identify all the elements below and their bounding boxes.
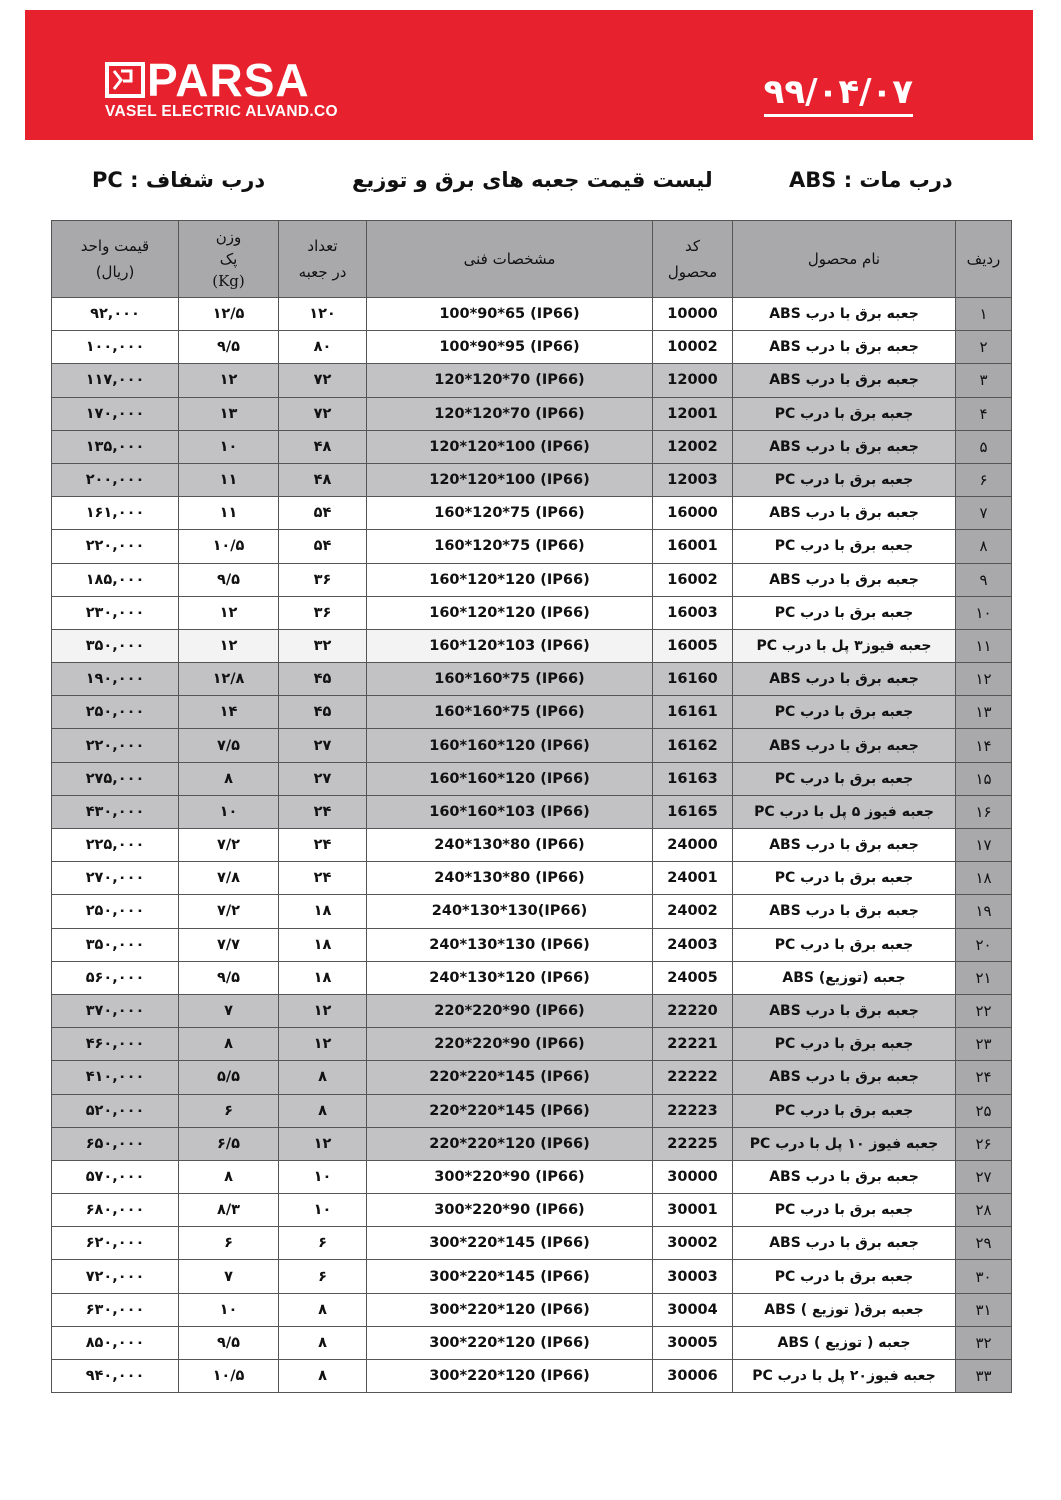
unit-price-cell: ۵۲۰,۰۰۰: [52, 1094, 179, 1127]
product-name-cell: جعبه برق با درب PC: [733, 397, 956, 430]
tech-spec-cell: 220*220*120 (IP66): [367, 1127, 653, 1160]
tech-spec-cell: 300*220*120 (IP66): [367, 1326, 653, 1359]
table-row: [52, 1326, 1012, 1359]
header-banner: [25, 10, 1033, 140]
product-name-cell: جعبه برق با درب PC: [733, 463, 956, 496]
tech-spec-cell: 300*220*145 (IP66): [367, 1260, 653, 1293]
row-number-cell: ۱۲: [956, 663, 1012, 696]
product-code-cell: 22223: [653, 1094, 733, 1127]
table-header-row: [52, 221, 1012, 298]
row-number-cell: ۲۰: [956, 928, 1012, 961]
box-count-cell: ۶: [279, 1260, 367, 1293]
product-code-cell: 12001: [653, 397, 733, 430]
box-count-cell: ۲۴: [279, 829, 367, 862]
tech-spec-cell: 240*130*130(IP66): [367, 895, 653, 928]
tech-spec-cell: 120*120*70 (IP66): [367, 364, 653, 397]
table-row: [52, 497, 1012, 530]
company-logo: [105, 54, 338, 121]
col-header-unit-price: قیمت واحد (ریال): [52, 221, 179, 298]
product-code-cell: 22220: [653, 994, 733, 1027]
unit-price-cell: ۱۹۰,۰۰۰: [52, 663, 179, 696]
row-number-cell: ۱۵: [956, 762, 1012, 795]
pack-weight-cell: ۹/۵: [179, 563, 279, 596]
pack-weight-cell: ۷/۸: [179, 862, 279, 895]
door-transparent-label: درب شفاف : PC: [92, 168, 266, 192]
table-row: [52, 1360, 1012, 1393]
product-name-cell: جعبه برق با درب PC: [733, 1094, 956, 1127]
box-count-cell: ۴۵: [279, 663, 367, 696]
row-number-cell: ۲۶: [956, 1127, 1012, 1160]
box-count-cell: ۴۸: [279, 430, 367, 463]
col-header-row-number: ردیف: [956, 221, 1012, 298]
unit-price-cell: ۶۵۰,۰۰۰: [52, 1127, 179, 1160]
pack-weight-cell: ۱۰: [179, 1293, 279, 1326]
product-code-cell: 22222: [653, 1061, 733, 1094]
row-number-cell: ۳: [956, 364, 1012, 397]
row-number-cell: ۲۲: [956, 994, 1012, 1027]
row-number-cell: ۷: [956, 497, 1012, 530]
table-row: [52, 928, 1012, 961]
product-code-cell: 22225: [653, 1127, 733, 1160]
row-number-cell: ۱۰: [956, 596, 1012, 629]
product-code-cell: 16160: [653, 663, 733, 696]
product-code-cell: 12000: [653, 364, 733, 397]
box-count-cell: ۱۰: [279, 1160, 367, 1193]
row-number-cell: ۳۲: [956, 1326, 1012, 1359]
tech-spec-cell: 300*220*145 (IP66): [367, 1227, 653, 1260]
unit-price-cell: ۲۳۰,۰۰۰: [52, 596, 179, 629]
box-count-cell: ۸: [279, 1061, 367, 1094]
pack-weight-cell: ۹/۵: [179, 961, 279, 994]
pack-weight-cell: ۱۰/۵: [179, 1360, 279, 1393]
pack-weight-cell: ۸: [179, 762, 279, 795]
product-code-cell: 10002: [653, 331, 733, 364]
product-code-cell: 30006: [653, 1360, 733, 1393]
table-row: [52, 331, 1012, 364]
table-row: [52, 1028, 1012, 1061]
row-number-cell: ۱۸: [956, 862, 1012, 895]
pack-weight-cell: ۷: [179, 1260, 279, 1293]
pack-weight-cell: ۷/۷: [179, 928, 279, 961]
row-number-cell: ۲۱: [956, 961, 1012, 994]
row-number-cell: ۲۷: [956, 1160, 1012, 1193]
box-count-cell: ۳۶: [279, 596, 367, 629]
table-row: [52, 829, 1012, 862]
unit-price-cell: ۳۵۰,۰۰۰: [52, 928, 179, 961]
pack-weight-cell: ۱۰: [179, 430, 279, 463]
pack-weight-cell: ۱۲/۸: [179, 663, 279, 696]
product-name-cell: جعبه فیوز۲۰ پل با درب PC: [733, 1360, 956, 1393]
unit-price-cell: ۳۷۰,۰۰۰: [52, 994, 179, 1027]
row-number-cell: ۸: [956, 530, 1012, 563]
tech-spec-cell: 300*220*120 (IP66): [367, 1360, 653, 1393]
product-name-cell: جعبه ( توزیع ) ABS: [733, 1326, 956, 1359]
pack-weight-cell: ۶: [179, 1227, 279, 1260]
box-count-cell: ۱۸: [279, 928, 367, 961]
product-name-cell: جعبه فیوز۳ پل با درب PC: [733, 629, 956, 662]
tech-spec-cell: 240*130*120 (IP66): [367, 961, 653, 994]
col-header-weight: وزن پک (Kg): [179, 221, 279, 298]
row-number-cell: ۱۳: [956, 696, 1012, 729]
product-code-cell: 16000: [653, 497, 733, 530]
table-row: [52, 364, 1012, 397]
product-code-cell: 24003: [653, 928, 733, 961]
table-row: [52, 596, 1012, 629]
product-name-cell: جعبه برق با درب PC: [733, 1260, 956, 1293]
tech-spec-cell: 160*120*75 (IP66): [367, 530, 653, 563]
pack-weight-cell: ۱۲/۵: [179, 298, 279, 331]
tech-spec-cell: 160*120*120 (IP66): [367, 563, 653, 596]
table-row: [52, 696, 1012, 729]
product-name-cell: جعبه برق با درب PC: [733, 530, 956, 563]
table-row: [52, 563, 1012, 596]
table-row: [52, 862, 1012, 895]
pack-weight-cell: ۹/۵: [179, 331, 279, 364]
box-count-cell: ۱۲۰: [279, 298, 367, 331]
product-name-cell: جعبه برق با درب ABS: [733, 364, 956, 397]
unit-price-cell: ۱۳۵,۰۰۰: [52, 430, 179, 463]
row-number-cell: ۶: [956, 463, 1012, 496]
box-count-cell: ۵۴: [279, 530, 367, 563]
tech-spec-cell: 220*220*90 (IP66): [367, 1028, 653, 1061]
box-count-cell: ۴۸: [279, 463, 367, 496]
row-number-cell: ۲۹: [956, 1227, 1012, 1260]
unit-price-cell: ۳۵۰,۰۰۰: [52, 629, 179, 662]
tech-spec-cell: 160*120*75 (IP66): [367, 497, 653, 530]
tech-spec-cell: 220*220*145 (IP66): [367, 1094, 653, 1127]
product-code-cell: 12002: [653, 430, 733, 463]
tech-spec-cell: 240*130*130 (IP66): [367, 928, 653, 961]
product-name-cell: جعبه برق با درب ABS: [733, 663, 956, 696]
row-number-cell: ۹: [956, 563, 1012, 596]
product-name-cell: جعبه برق با درب ABS: [733, 563, 956, 596]
row-number-cell: ۳۳: [956, 1360, 1012, 1393]
table-row: [52, 663, 1012, 696]
row-number-cell: ۴: [956, 397, 1012, 430]
unit-price-cell: ۲۷۵,۰۰۰: [52, 762, 179, 795]
product-code-cell: 30002: [653, 1227, 733, 1260]
tech-spec-cell: 220*220*145 (IP66): [367, 1061, 653, 1094]
tech-spec-cell: 240*130*80 (IP66): [367, 862, 653, 895]
table-row: [52, 762, 1012, 795]
product-code-cell: 16002: [653, 563, 733, 596]
box-count-cell: ۱۲: [279, 994, 367, 1027]
pack-weight-cell: ۶/۵: [179, 1127, 279, 1160]
product-code-cell: 10000: [653, 298, 733, 331]
product-code-cell: 30005: [653, 1326, 733, 1359]
table-row: [52, 961, 1012, 994]
product-name-cell: جعبه (توزیع) ABS: [733, 961, 956, 994]
unit-price-cell: ۷۲۰,۰۰۰: [52, 1260, 179, 1293]
product-code-cell: 16163: [653, 762, 733, 795]
table-row: [52, 729, 1012, 762]
tech-spec-cell: 100*90*95 (IP66): [367, 331, 653, 364]
pack-weight-cell: ۱۴: [179, 696, 279, 729]
product-code-cell: 24001: [653, 862, 733, 895]
unit-price-cell: ۵۶۰,۰۰۰: [52, 961, 179, 994]
door-matte-label: درب مات : ABS: [789, 168, 953, 192]
product-code-cell: 24005: [653, 961, 733, 994]
product-name-cell: جعبه برق با درب PC: [733, 928, 956, 961]
unit-price-cell: ۹۴۰,۰۰۰: [52, 1360, 179, 1393]
product-code-cell: 16005: [653, 629, 733, 662]
table-row: [52, 298, 1012, 331]
product-code-cell: 16165: [653, 795, 733, 828]
product-code-cell: 24000: [653, 829, 733, 862]
box-count-cell: ۱۲: [279, 1127, 367, 1160]
pack-weight-cell: ۱۲: [179, 364, 279, 397]
unit-price-cell: ۱۱۷,۰۰۰: [52, 364, 179, 397]
product-code-cell: 24002: [653, 895, 733, 928]
tech-spec-cell: 160*160*120 (IP66): [367, 729, 653, 762]
table-row: [52, 1293, 1012, 1326]
tech-spec-cell: 160*160*120 (IP66): [367, 762, 653, 795]
table-row: [52, 1094, 1012, 1127]
product-name-cell: جعبه برق با درب PC: [733, 696, 956, 729]
unit-price-cell: ۲۵۰,۰۰۰: [52, 696, 179, 729]
pack-weight-cell: ۶: [179, 1094, 279, 1127]
product-code-cell: 30001: [653, 1194, 733, 1227]
tech-spec-cell: 160*160*75 (IP66): [367, 663, 653, 696]
product-code-cell: 16161: [653, 696, 733, 729]
table-row: [52, 1160, 1012, 1193]
row-number-cell: ۲۳: [956, 1028, 1012, 1061]
box-count-cell: ۴۵: [279, 696, 367, 729]
unit-price-cell: ۲۲۰,۰۰۰: [52, 530, 179, 563]
product-code-cell: 30000: [653, 1160, 733, 1193]
table-row: [52, 1260, 1012, 1293]
box-count-cell: ۸۰: [279, 331, 367, 364]
product-name-cell: جعبه برق با درب ABS: [733, 829, 956, 862]
product-name-cell: جعبه برق با درب PC: [733, 862, 956, 895]
pack-weight-cell: ۸/۳: [179, 1194, 279, 1227]
row-number-cell: ۱: [956, 298, 1012, 331]
tech-spec-cell: 100*90*65 (IP66): [367, 298, 653, 331]
unit-price-cell: ۲۲۰,۰۰۰: [52, 729, 179, 762]
table-row: [52, 895, 1012, 928]
box-count-cell: ۸: [279, 1094, 367, 1127]
tech-spec-cell: 160*160*103 (IP66): [367, 795, 653, 828]
unit-price-cell: ۶۸۰,۰۰۰: [52, 1194, 179, 1227]
parsa-logo-icon: [105, 62, 145, 98]
table-row: [52, 530, 1012, 563]
unit-price-cell: ۸۵۰,۰۰۰: [52, 1326, 179, 1359]
unit-price-cell: ۲۵۰,۰۰۰: [52, 895, 179, 928]
row-number-cell: ۲۸: [956, 1194, 1012, 1227]
unit-price-cell: ۲۰۰,۰۰۰: [52, 463, 179, 496]
pack-weight-cell: ۷/۲: [179, 829, 279, 862]
unit-price-cell: ۶۳۰,۰۰۰: [52, 1293, 179, 1326]
box-count-cell: ۲۷: [279, 729, 367, 762]
product-name-cell: جعبه برق با درب ABS: [733, 994, 956, 1027]
box-count-cell: ۸: [279, 1360, 367, 1393]
product-code-cell: 16003: [653, 596, 733, 629]
col-header-count: تعداد در جعبه: [279, 221, 367, 298]
product-name-cell: جعبه برق با درب ABS: [733, 1227, 956, 1260]
table-row: [52, 1227, 1012, 1260]
company-name: VASEL ELECTRIC ALVAND.CO: [105, 103, 338, 120]
tech-spec-cell: 120*120*70 (IP66): [367, 397, 653, 430]
box-count-cell: ۷۲: [279, 397, 367, 430]
tech-spec-cell: 120*120*100 (IP66): [367, 463, 653, 496]
tech-spec-cell: 160*120*120 (IP66): [367, 596, 653, 629]
pack-weight-cell: ۱۰/۵: [179, 530, 279, 563]
unit-price-cell: ۴۶۰,۰۰۰: [52, 1028, 179, 1061]
product-code-cell: 16162: [653, 729, 733, 762]
box-count-cell: ۳۲: [279, 629, 367, 662]
product-name-cell: جعبه برق با درب ABS: [733, 430, 956, 463]
pack-weight-cell: ۱۱: [179, 463, 279, 496]
unit-price-cell: ۵۷۰,۰۰۰: [52, 1160, 179, 1193]
box-count-cell: ۲۷: [279, 762, 367, 795]
product-name-cell: جعبه برق با درب ABS: [733, 1160, 956, 1193]
table-row: [52, 1194, 1012, 1227]
row-number-cell: ۳۱: [956, 1293, 1012, 1326]
pack-weight-cell: ۹/۵: [179, 1326, 279, 1359]
pack-weight-cell: ۸: [179, 1028, 279, 1061]
product-name-cell: جعبه برق( توزیع ) ABS: [733, 1293, 956, 1326]
box-count-cell: ۲۴: [279, 862, 367, 895]
tech-spec-cell: 240*130*80 (IP66): [367, 829, 653, 862]
row-number-cell: ۱۴: [956, 729, 1012, 762]
pack-weight-cell: ۷: [179, 994, 279, 1027]
box-count-cell: ۱۰: [279, 1194, 367, 1227]
product-code-cell: 30003: [653, 1260, 733, 1293]
brand-name: PARSA: [147, 54, 310, 106]
unit-price-cell: ۴۳۰,۰۰۰: [52, 795, 179, 828]
box-count-cell: ۷۲: [279, 364, 367, 397]
pack-weight-cell: ۷/۲: [179, 895, 279, 928]
tech-spec-cell: 220*220*90 (IP66): [367, 994, 653, 1027]
box-count-cell: ۵۴: [279, 497, 367, 530]
table-row: [52, 397, 1012, 430]
box-count-cell: ۳۶: [279, 563, 367, 596]
unit-price-cell: ۴۱۰,۰۰۰: [52, 1061, 179, 1094]
box-count-cell: ۱۸: [279, 895, 367, 928]
unit-price-cell: ۲۷۰,۰۰۰: [52, 862, 179, 895]
tech-spec-cell: 300*220*90 (IP66): [367, 1160, 653, 1193]
tech-spec-cell: 300*220*120 (IP66): [367, 1293, 653, 1326]
price-table: [51, 220, 1012, 1393]
product-code-cell: 30004: [653, 1293, 733, 1326]
pack-weight-cell: ۸: [179, 1160, 279, 1193]
row-number-cell: ۱۶: [956, 795, 1012, 828]
product-name-cell: جعبه فیوز ۵ پل با درب PC: [733, 795, 956, 828]
row-number-cell: ۲۵: [956, 1094, 1012, 1127]
unit-price-cell: ۱۸۵,۰۰۰: [52, 563, 179, 596]
unit-price-cell: ۶۲۰,۰۰۰: [52, 1227, 179, 1260]
pack-weight-cell: ۱۰: [179, 795, 279, 828]
pack-weight-cell: ۵/۵: [179, 1061, 279, 1094]
product-name-cell: جعبه برق با درب PC: [733, 1194, 956, 1227]
product-name-cell: جعبه برق با درب PC: [733, 596, 956, 629]
unit-price-cell: ۲۲۵,۰۰۰: [52, 829, 179, 862]
row-number-cell: ۵: [956, 430, 1012, 463]
product-code-cell: 16001: [653, 530, 733, 563]
product-code-cell: 22221: [653, 1028, 733, 1061]
product-name-cell: جعبه برق با درب ABS: [733, 331, 956, 364]
col-header-product-name: نام محصول: [733, 221, 956, 298]
pack-weight-cell: ۱۱: [179, 497, 279, 530]
row-number-cell: ۲: [956, 331, 1012, 364]
product-name-cell: جعبه برق با درب ABS: [733, 497, 956, 530]
product-name-cell: جعبه برق با درب ABS: [733, 298, 956, 331]
table-row: [52, 994, 1012, 1027]
box-count-cell: ۱۲: [279, 1028, 367, 1061]
unit-price-cell: ۱۷۰,۰۰۰: [52, 397, 179, 430]
pack-weight-cell: ۷/۵: [179, 729, 279, 762]
product-name-cell: جعبه برق با درب ABS: [733, 729, 956, 762]
box-count-cell: ۸: [279, 1326, 367, 1359]
price-list-date: ۹۹/۰۴/۰۷: [764, 72, 913, 117]
box-count-cell: ۱۸: [279, 961, 367, 994]
product-code-cell: 12003: [653, 463, 733, 496]
tech-spec-cell: 160*160*75 (IP66): [367, 696, 653, 729]
page-title: لیست قیمت جعبه های برق و توزیع: [352, 168, 713, 192]
product-name-cell: جعبه برق با درب PC: [733, 1028, 956, 1061]
pack-weight-cell: ۱۲: [179, 596, 279, 629]
box-count-cell: ۲۴: [279, 795, 367, 828]
pack-weight-cell: ۱۳: [179, 397, 279, 430]
tech-spec-cell: 300*220*90 (IP66): [367, 1194, 653, 1227]
col-header-spec: مشخصات فنی: [367, 221, 653, 298]
table-row: [52, 795, 1012, 828]
table-row: [52, 1127, 1012, 1160]
table-row: [52, 1061, 1012, 1094]
product-name-cell: جعبه برق با درب PC: [733, 762, 956, 795]
table-row: [52, 629, 1012, 662]
unit-price-cell: ۱۰۰,۰۰۰: [52, 331, 179, 364]
row-number-cell: ۳۰: [956, 1260, 1012, 1293]
product-name-cell: جعبه برق با درب ABS: [733, 895, 956, 928]
row-number-cell: ۱۱: [956, 629, 1012, 662]
table-row: [52, 463, 1012, 496]
col-header-product-code: کد محصول: [653, 221, 733, 298]
unit-price-cell: ۱۶۱,۰۰۰: [52, 497, 179, 530]
row-number-cell: ۲۴: [956, 1061, 1012, 1094]
pack-weight-cell: ۱۲: [179, 629, 279, 662]
row-number-cell: ۱۷: [956, 829, 1012, 862]
box-count-cell: ۶: [279, 1227, 367, 1260]
product-name-cell: جعبه فیوز ۱۰ پل با درب PC: [733, 1127, 956, 1160]
row-number-cell: ۱۹: [956, 895, 1012, 928]
tech-spec-cell: 160*120*103 (IP66): [367, 629, 653, 662]
unit-price-cell: ۹۲,۰۰۰: [52, 298, 179, 331]
table-row: [52, 430, 1012, 463]
box-count-cell: ۸: [279, 1293, 367, 1326]
product-name-cell: جعبه برق با درب ABS: [733, 1061, 956, 1094]
tech-spec-cell: 120*120*100 (IP66): [367, 430, 653, 463]
